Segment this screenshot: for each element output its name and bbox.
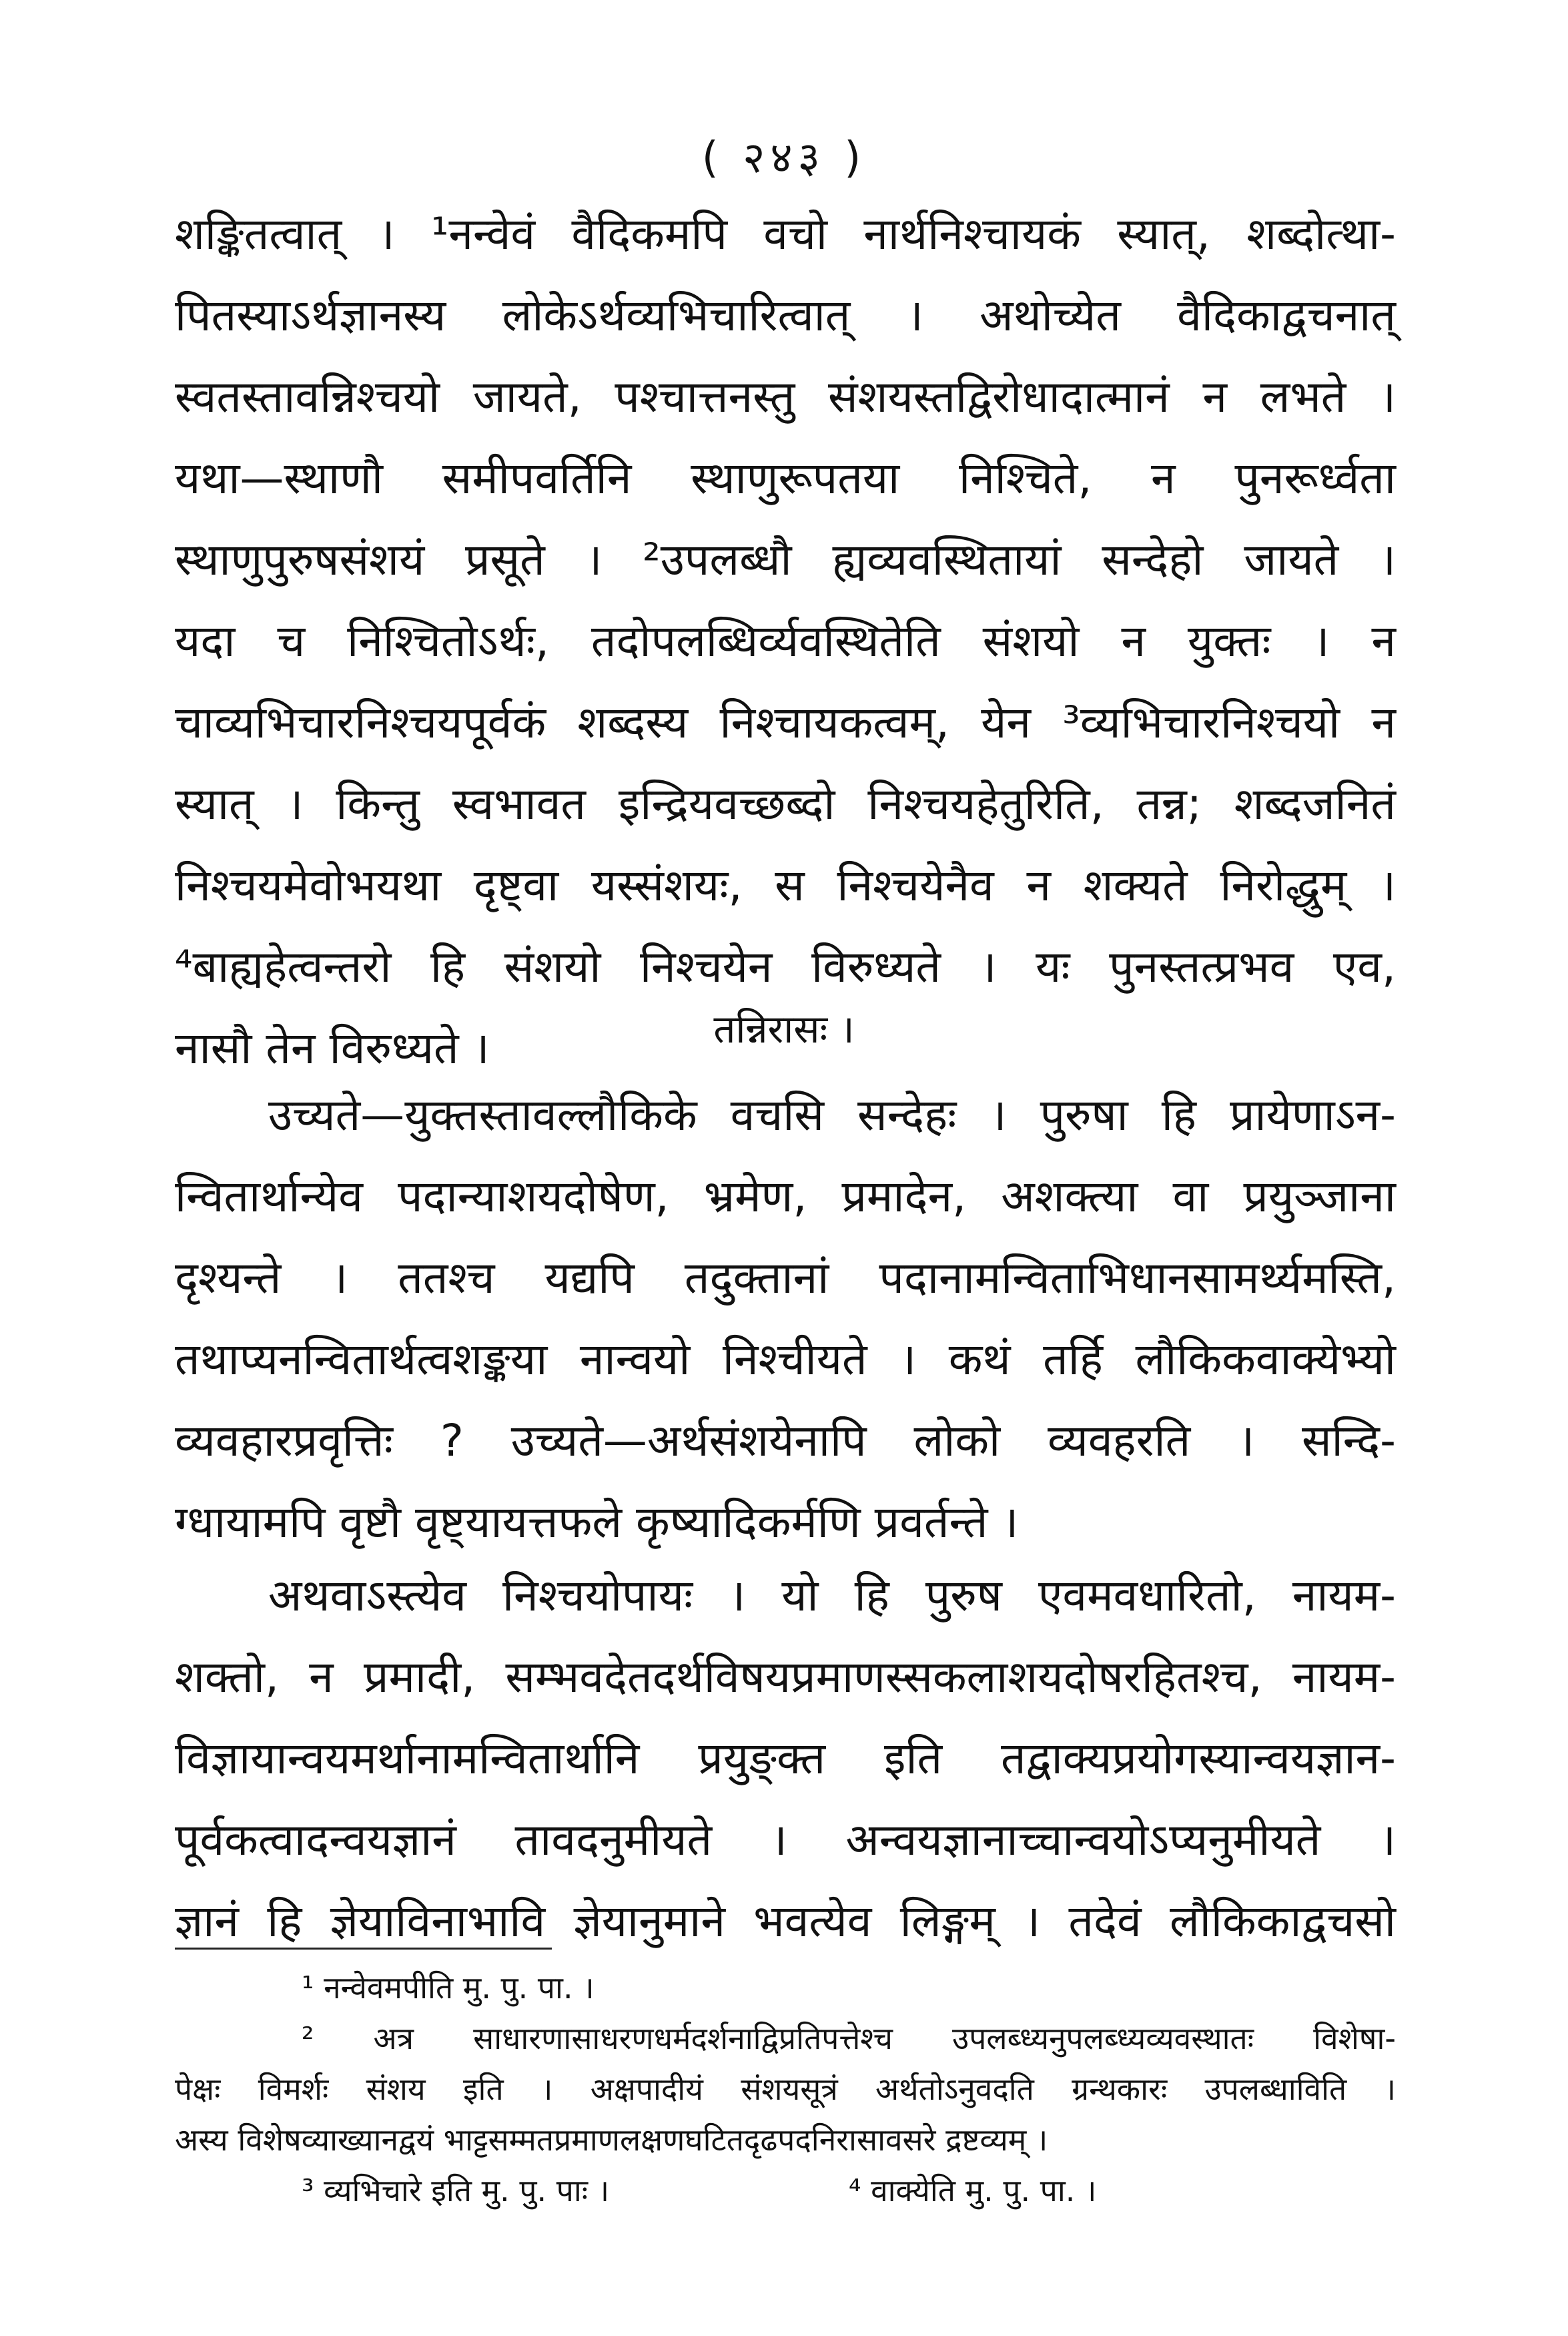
text-line: शङ्कितत्वात् । ¹नन्वेवं वैदिकमपि वचो नार्थनिश्चायकं स्यात्, शब्दोत्था- <box>175 208 1396 260</box>
text-line: चाव्यभिचारनिश्चयपूर्वकं शब्दस्य निश्चायकत्वम्, येन ³व्यभिचारनिश्चयो न <box>175 697 1396 748</box>
text-line: ग्धायामपि वृष्टौ वृष्ट्यायत्तफले कृष्यादिकर्मणि प्रवर्तन्ते । <box>175 1496 1019 1548</box>
text-line: यथा—स्थाणौ समीपवर्तिनि स्थाणुरूपतया निश्चिते, न पुनरूर्ध्वता <box>175 453 1396 504</box>
text-line: पितस्याऽर्थज्ञानस्य लोकेऽर्थव्यभिचारित्वात् । अथोच्येत वैदिकाद्वचनात् <box>175 290 1396 341</box>
text-line: नासौ तेन विरुध्यते । <box>175 1023 490 1074</box>
footnote-2-line: अस्य विशेषव्याख्यानद्वयं भाट्टसम्मतप्रमाणलक्षणघटितदृढपदनिरासावसरे द्रष्टव्यम् । <box>175 2122 1048 2158</box>
footnote-4: ⁴ वाक्येति मु. पु. पा. । <box>849 2172 1097 2209</box>
text-line: दृश्यन्ते । ततश्च यद्यपि तदुक्तानां पदानामन्विताभिधानसामर्थ्यमस्ति, <box>175 1252 1396 1303</box>
text-line: अथवाऽस्त्येव निश्चयोपायः । यो हि पुरुष एवमवधारितो, नायम- <box>268 1570 1396 1621</box>
text-line: तथाप्यनन्वितार्थत्वशङ्कया नान्वयो निश्चीयते । कथं तर्हि लौकिकवाक्येभ्यो <box>175 1334 1396 1385</box>
footnotes <box>175 1962 1396 2216</box>
text-line: ज्ञानं हि ज्ञेयाविनाभावि ज्ञेयानुमाने भवत्येव लिङ्गम् । तदेवं लौकिकाद्वचसो <box>175 1895 1396 1947</box>
text-line: निश्चयमेवोभयथा दृष्ट्वा यस्संशयः, स निश्चयेनैव न शक्यते निरोद्धुम् । <box>175 860 1396 911</box>
footnote-divider <box>175 1948 552 1950</box>
page-number: ( २४३ ) <box>701 133 867 183</box>
text-line: पूर्वकत्वादन्वयज्ञानं तावदनुमीयते । अन्वयज्ञानाच्चान्वयोऽप्यनुमीयते । <box>175 1814 1396 1865</box>
text-line: विज्ञायान्वयमर्थानामन्वितार्थानि प्रयुङ्क्त इति तद्वाक्यप्रयोगस्यान्वयज्ञान- <box>175 1733 1396 1784</box>
text-line: ⁴बाह्यहेत्वन्तरो हि संशयो निश्चयेन विरुध्यते । यः पुनस्तत्प्रभव एव, <box>175 941 1396 992</box>
text-line: स्यात् । किन्तु स्वभावत इन्द्रियवच्छब्दो निश्चयहेतुरिति, तन्न; शब्दजनितं <box>175 778 1396 830</box>
text-line: न्वितार्थान्येव पदान्याशयदोषेण, भ्रमेण, प्रमादेन, अशक्त्या वा प्रयुञ्जाना <box>175 1171 1396 1222</box>
text-line: स्थाणुपुरुषसंशयं प्रसूते । ²उपलब्धौ ह्यव्यवस्थितायां सन्देहो जायते । <box>175 534 1396 585</box>
footnote-row <box>175 2165 1396 2216</box>
section-heading: तन्निरासः । <box>713 1006 855 1052</box>
text-line: व्यवहारप्रवृत्तिः ? उच्यते—अर्थसंशयेनापि लोको व्यवहरति । सन्दि- <box>175 1415 1396 1466</box>
text-line: यदा च निश्चितोऽर्थः, तदोपलब्धिर्व्यवस्थितेति संशयो न युक्तः । न <box>175 615 1396 667</box>
text-line: स्वतस्तावन्निश्चयो जायते, पश्चात्तनस्तु संशयस्तद्विरोधादात्मानं न लभते । <box>175 371 1396 422</box>
text-line: उच्यते—युक्तस्तावल्लौकिके वचसि सन्देहः । पुरुषा हि प्रायेणाऽन- <box>268 1089 1396 1141</box>
paragraph-main <box>175 194 1396 1089</box>
paragraph-alternative <box>175 1555 1396 1962</box>
paragraph-refutation <box>175 1075 1396 1563</box>
footnote-3: ³ व्यभिचारे इति मु. पु. पाः । <box>302 2172 610 2209</box>
footnote-1: ¹ नन्वेवमपीति मु. पु. पा. । <box>302 1970 595 2006</box>
text-line: शक्तो, न प्रमादी, सम्भवदेतदर्थविषयप्रमाणस्सकलाशयदोषरहितश्च, नायम- <box>175 1651 1396 1703</box>
footnote-2-line: ² अत्र साधारणासाधरणधर्मदर्शनाद्विप्रतिपत्तेश्च उपलब्ध्यनुपलब्ध्यव्यवस्थातः विशेषा- <box>302 2020 1396 2056</box>
footnote-2-line: पेक्षः विमर्शः संशय इति । अक्षपादीयं संशयसूत्रं अर्थतोऽनुवदति ग्रन्थकारः उपलब्धाविति । <box>175 2071 1396 2107</box>
